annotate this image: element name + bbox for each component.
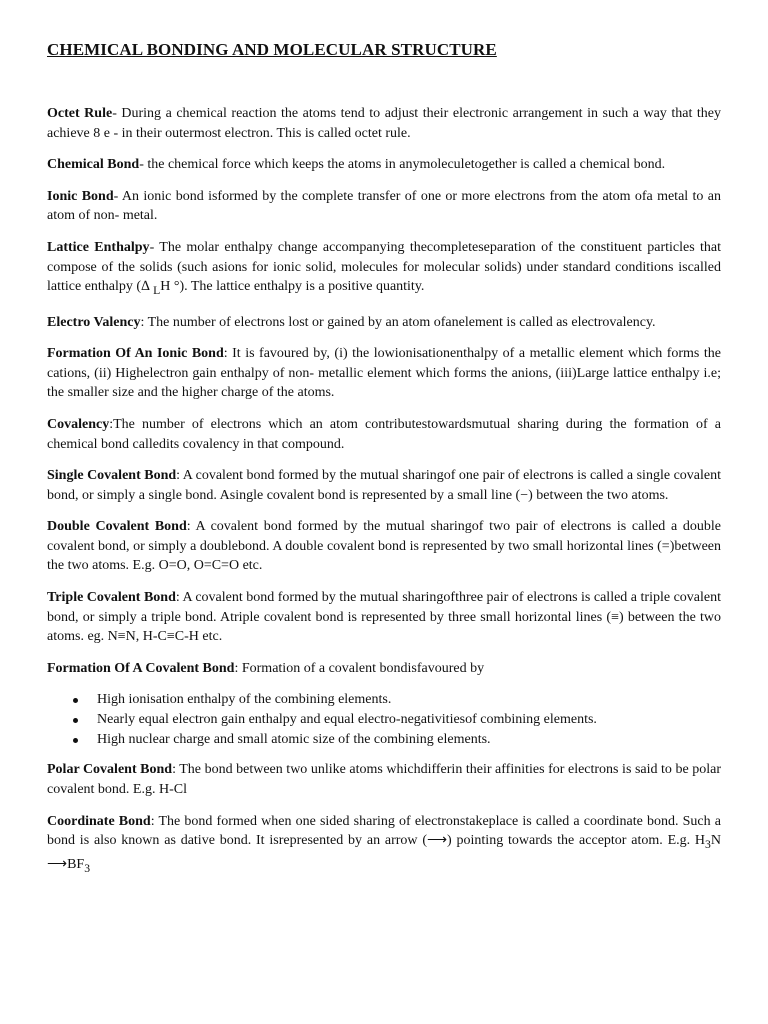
paragraph-ionic-bond bbox=[47, 187, 721, 226]
paragraph-octet-rule bbox=[47, 104, 721, 143]
list-item bbox=[73, 690, 721, 710]
list-item-text: High ionisation enthalpy of the combining elements. bbox=[97, 692, 392, 708]
paragraph-electro-valency bbox=[47, 313, 721, 333]
definition: - the chemical force which keeps the atoms in anymoleculetogether is called a chemical bond. bbox=[139, 157, 666, 173]
definition: : A covalent bond formed by the mutual sharingofthree pair of electrons is called a triple covalent bond, or simply a triple bond. Atriple covalent bond is represented by three small horizontal lines (≡) between the two atoms. eg. N≡N, H-C≡C-H etc. bbox=[47, 590, 721, 645]
list-item bbox=[73, 710, 721, 730]
term: Chemical Bond bbox=[47, 157, 140, 173]
definition: : The number of electrons lost or gained by an atom ofanelement is called as electrovalency. bbox=[140, 314, 656, 330]
definition: : The bond formed when one sided sharing of electronstakeplace is called a coordinate bond. Such a bond is also known as dative bond. It isrepresented by an arrow (⟶) pointing towards the acceptor atom. E.g. H bbox=[47, 813, 721, 849]
term: Covalency bbox=[47, 416, 110, 432]
definition: : The bond between two unlike atoms whichdifferin their affinities for electrons is said to be polar covalent bond. E.g. H-Cl bbox=[47, 762, 721, 798]
paragraph-double-covalent-bond bbox=[47, 517, 721, 576]
definition-cont: H °). The lattice enthalpy is a positive quantity. bbox=[160, 279, 425, 295]
definition: - During a chemical reaction the atoms tend to adjust their electronic arrangement in such a way that they achieve 8 e - in their outermost electron. This is called octet rule. bbox=[47, 106, 721, 141]
paragraph-ionic-bond-formation bbox=[47, 344, 721, 403]
paragraph-polar-covalent-bond bbox=[47, 760, 721, 799]
paragraph-single-covalent-bond bbox=[47, 466, 721, 505]
paragraph-coordinate-bond bbox=[47, 812, 721, 878]
term: Electro Valency bbox=[47, 314, 141, 330]
list-item-text: High nuclear charge and small atomic size of the combining elements. bbox=[97, 732, 491, 748]
subscript: 3 bbox=[705, 838, 711, 852]
term: Coordinate Bond bbox=[47, 813, 151, 829]
definition: : It is favoured by, (i) the lowionisationenthalpy of a metallic element which forms the cations, (ii) Highelectron gain enthalpy of non- metallic element which forms the anions, (iii)Large lattice enthalpy i.e; the smaller size and the higher charge of the atoms. bbox=[47, 346, 721, 401]
term: Octet Rule bbox=[47, 106, 113, 121]
paragraph-lattice-enthalpy bbox=[47, 238, 721, 301]
paragraph-triple-covalent-bond bbox=[47, 588, 721, 647]
definition: :The number of electrons which an atom contributestowardsmutual sharing during the formation of a chemical bond calledits covalency in that compound. bbox=[47, 416, 721, 452]
term: Double Covalent Bond bbox=[47, 519, 187, 535]
subscript: L bbox=[153, 283, 161, 297]
paragraph-covalency bbox=[47, 415, 721, 454]
bullet-icon bbox=[73, 698, 78, 703]
term: Formation Of A Covalent Bond bbox=[47, 660, 235, 676]
term: Ionic Bond bbox=[47, 188, 114, 204]
definition: : A covalent bond formed by the mutual sharingof one pair of electrons is called a single covalent bond, or simply a single bond. Asingle covalent bond is represented by a small line (−) between the two atoms. bbox=[47, 468, 721, 503]
term: Single Covalent Bond bbox=[47, 468, 177, 484]
definition: : Formation of a covalent bondisfavoured by bbox=[234, 660, 485, 676]
paragraph-chemical-bond bbox=[47, 155, 721, 175]
list-item bbox=[73, 730, 721, 750]
term: Polar Covalent Bond bbox=[47, 762, 173, 778]
paragraph-covalent-bond-formation bbox=[47, 659, 721, 679]
subscript: 3 bbox=[84, 861, 91, 875]
term: Formation Of An Ionic Bond bbox=[47, 346, 224, 362]
term: Triple Covalent Bond bbox=[47, 590, 176, 606]
list-item-text: Nearly equal electron gain enthalpy and equal electro-negativitiesof combining elements. bbox=[97, 712, 597, 728]
page-title: CHEMICAL BONDING AND MOLECULAR STRUCTURE bbox=[47, 40, 497, 59]
bullet-icon bbox=[73, 718, 78, 723]
bullet-list bbox=[47, 690, 721, 750]
definition-cont: N ⟶BF bbox=[47, 833, 721, 872]
bullet-icon bbox=[73, 738, 78, 743]
definition: - The molar enthalpy change accompanying thecompleteseparation of the constituent particles that compose of the solids (such asions for ionic solid, molecules for molecular solids) under standard conditions iscalled lattice enthalpy (∆ bbox=[47, 239, 722, 295]
term: Lattice Enthalpy bbox=[47, 239, 150, 255]
definition: : A covalent bond formed by the mutual sharingof two pair of electrons is called a double covalent bond, or simply a doublebond. A double covalent bond is represented by two small horizontal lines (=)between the two atoms. E.g. O=O, O=C=O etc. bbox=[47, 519, 722, 574]
definition: - An ionic bond isformed by the complete transfer of one or more electrons from the atom ofa metal to an atom of non- metal. bbox=[47, 188, 722, 224]
